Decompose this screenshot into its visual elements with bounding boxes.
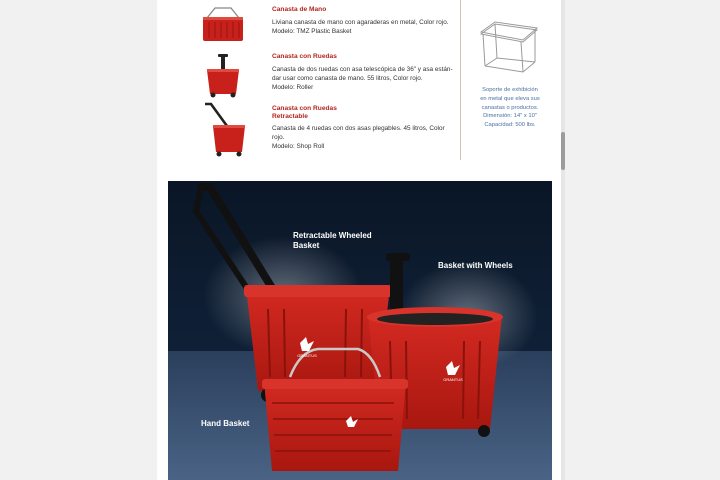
product-model: Modelo: Shop Roll: [272, 143, 325, 150]
catalog-page: [157, 0, 563, 480]
stand-line: Dimensión: 14" x 10": [483, 113, 537, 120]
product-description: Canasta de 4 ruedas con dos asas plegables. 45 litros, Color rojo.: [272, 125, 445, 141]
stand-line: en metal que eleva sus: [480, 95, 540, 102]
shoproll-basket-image: [195, 100, 251, 158]
product-hand-basket-text: [272, 6, 454, 36]
column-divider: [460, 0, 461, 160]
brand-text: GRANTUS: [297, 353, 317, 358]
label-hand-basket: Hand Basket: [201, 419, 250, 428]
scrollbar-thumb[interactable]: [561, 132, 565, 170]
hero-illustration: [168, 181, 552, 480]
product-description: Canasta de dos ruedas con asa telescópica de 36" y asa están-dar usar como canasta de mano. 55 litros, Color rojo.: [272, 66, 453, 82]
stand-line: Soporte de exhibición: [482, 87, 538, 93]
product-title-line2: Retractable: [272, 113, 308, 120]
product-roller-basket: [157, 48, 457, 98]
roller-basket-image: [195, 52, 251, 98]
product-shoproll-basket-text: [272, 105, 454, 151]
display-stand-image: [475, 18, 539, 74]
hero-banner: [168, 181, 552, 480]
product-description: Liviana canasta de mano con agaraderas en metal, Color rojo.: [272, 19, 449, 26]
label-line: Basket: [293, 241, 320, 250]
product-hand-basket: [157, 0, 457, 48]
product-roller-basket-text: [272, 53, 454, 92]
stand-line: canastas o productos.: [481, 104, 539, 111]
product-title: Canasta con Ruedas: [272, 105, 337, 112]
stand-line: Capacidad: 500 lbs.: [484, 122, 536, 129]
brand-text: GRANTUS: [443, 377, 463, 382]
product-model: Modelo: Roller: [272, 84, 314, 91]
hand-basket-image: [195, 4, 251, 44]
label-retractable-basket: [293, 231, 372, 251]
product-shoproll-basket: [157, 100, 457, 160]
scrollbar[interactable]: [561, 0, 565, 480]
product-title: Canasta de Mano: [272, 6, 327, 13]
label-line: Retractable Wheeled: [293, 231, 372, 240]
product-model: Modelo: TMZ Plastic Basket: [272, 28, 352, 35]
product-title: Canasta con Ruedas: [272, 53, 337, 60]
display-stand-text: [466, 86, 554, 130]
label-basket-with-wheels: Basket with Wheels: [438, 261, 513, 270]
